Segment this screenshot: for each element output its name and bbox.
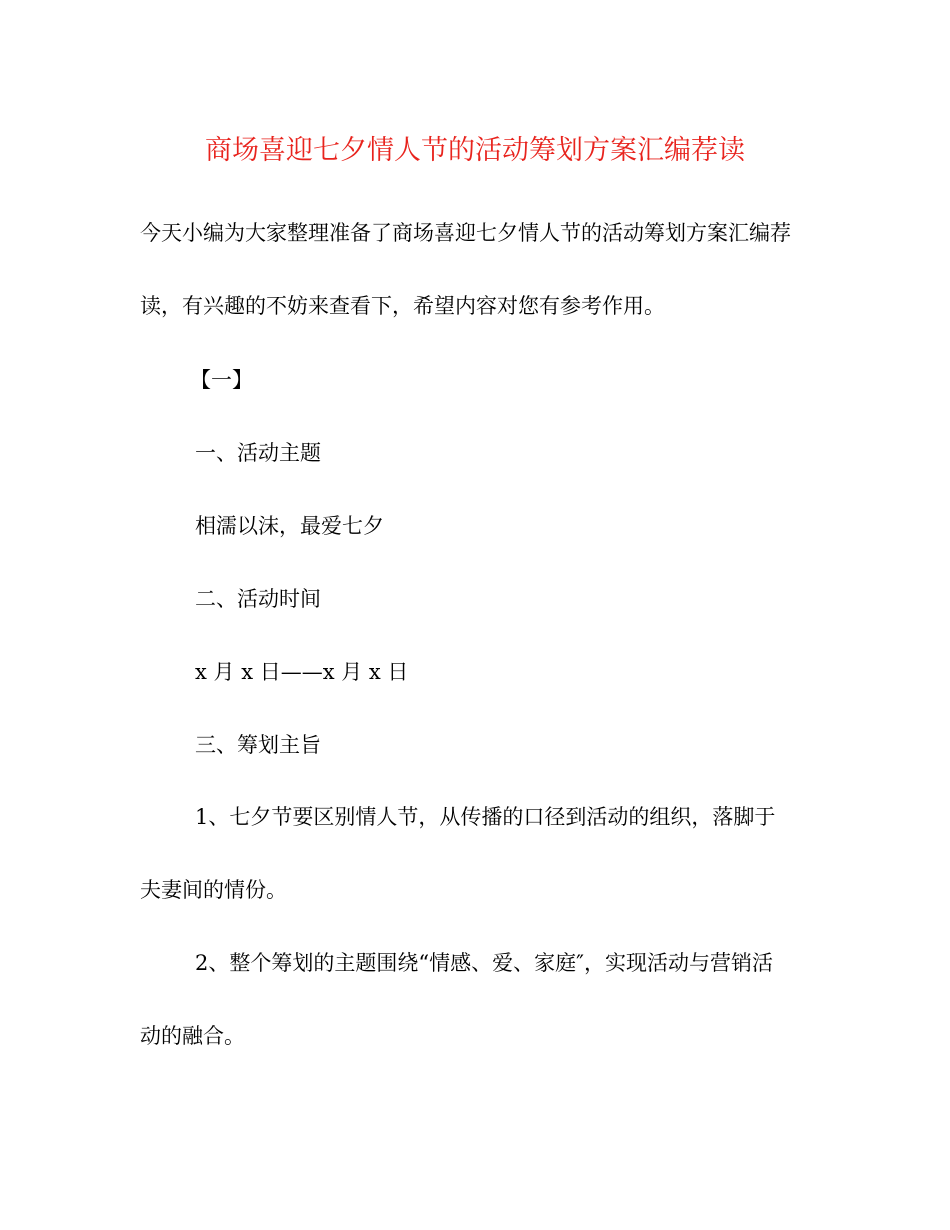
purpose-item-1-line-1: 1、七夕节要区别情人节，从传播的口径到活动的组织，落脚于 (195, 805, 776, 829)
time-heading: 二、活动时间 (195, 587, 321, 611)
purpose-item-2-line-2: 动的融合。 (140, 1024, 245, 1048)
theme-heading: 一、活动主题 (195, 441, 321, 465)
intro-line-2: 读，有兴趣的不妨来查看下，希望内容对您有参考作用。 (140, 294, 665, 318)
intro-line-1: 今天小编为大家整理准备了商场喜迎七夕情人节的活动筹划方案汇编荐 (140, 221, 791, 245)
purpose-heading: 三、筹划主旨 (195, 733, 321, 757)
time-text: x 月 x 日——x 月 x 日 (195, 660, 409, 684)
document-title: 商场喜迎七夕情人节的活动筹划方案汇编荐读 (205, 135, 745, 166)
purpose-item-1-line-2: 夫妻间的情份。 (140, 878, 287, 902)
theme-text: 相濡以沫，最爱七夕 (195, 514, 384, 538)
section-marker: 【一】 (190, 368, 253, 392)
purpose-item-2-line-1: 2、整个筹划的主题围绕“情感、爱、家庭″，实现活动与营销活 (195, 951, 773, 975)
